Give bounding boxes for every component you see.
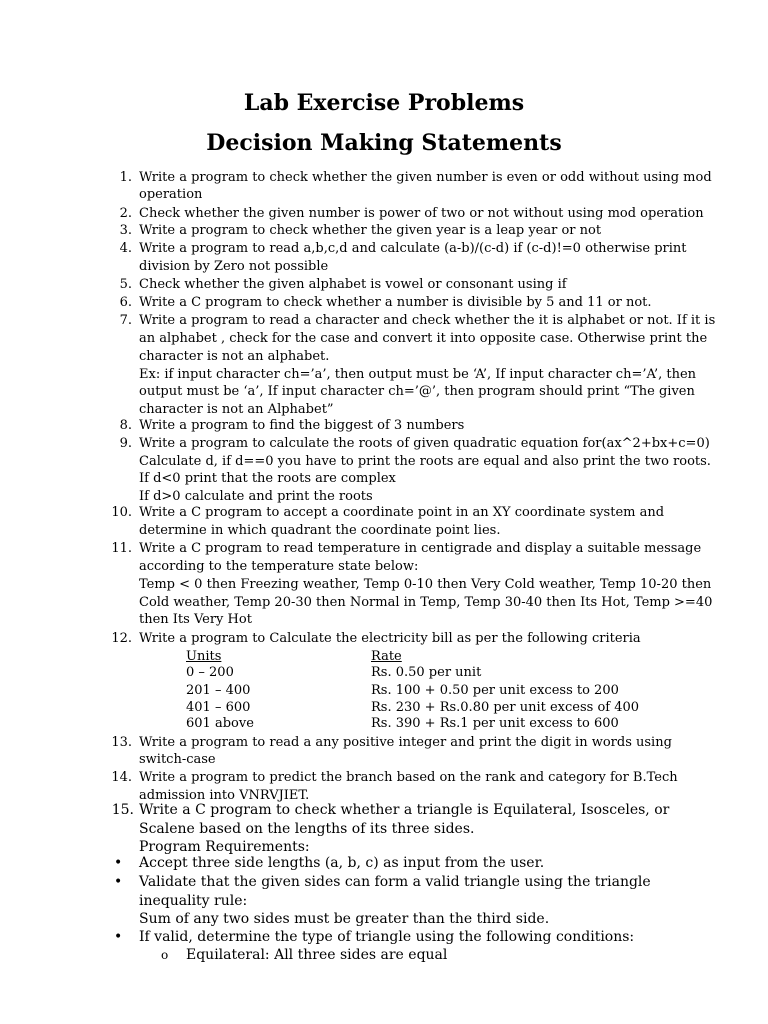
- item-text: operation: [139, 187, 203, 202]
- item-text: Write a program to check whether the given year is a leap year or not: [139, 223, 602, 238]
- item-text: Cold weather, Temp 20-30 then Normal in Temp, Temp 30-40 then Its Hot, Temp >=40: [139, 595, 713, 610]
- item-number: 10.: [111, 505, 132, 520]
- bullet-icon: •: [114, 855, 123, 871]
- bill-table-rate-cell: Rs. 390 + Rs.1 per unit excess to 600: [371, 716, 619, 731]
- requirement-text: Accept three side lengths (a, b, c) as input from the user.: [139, 855, 545, 871]
- item-number: 1.: [119, 170, 132, 185]
- page-subtitle: Decision Making Statements: [206, 130, 562, 156]
- item-number: 9.: [119, 436, 132, 451]
- bill-table-units-cell: 401 – 600: [186, 700, 251, 715]
- circle-bullet-icon: o: [161, 948, 169, 962]
- item-number: 2.: [119, 206, 132, 221]
- requirement-text: Sum of any two sides must be greater than the third side.: [139, 911, 550, 927]
- bill-table-rate-cell: Rs. 0.50 per unit: [371, 665, 482, 680]
- item-text: Write a program to read a character and check whether the it is alphabet or not. If it is: [139, 313, 716, 328]
- item-text: Write a program to check whether the given number is even or odd without using mod: [139, 170, 712, 185]
- item-text: Temp < 0 then Freezing weather, Temp 0-10 then Very Cold weather, Temp 10-20 then: [139, 577, 712, 592]
- item-text: output must be ‘a’, If input character ch=’@’, then program should print “The given: [139, 384, 695, 399]
- item-text: division by Zero not possible: [139, 259, 329, 274]
- item-text: then Its Very Hot: [139, 612, 252, 627]
- item-number: 3.: [119, 223, 132, 238]
- item-number: 15.: [111, 802, 134, 818]
- item-number: 4.: [119, 241, 132, 256]
- bill-table-rate-cell: Rs. 230 + Rs.0.80 per unit excess of 400: [371, 700, 640, 715]
- item-text: Program Requirements:: [139, 839, 310, 855]
- item-text: If d<0 print that the roots are complex: [139, 471, 396, 486]
- bill-table-rate-cell: Rs. 100 + 0.50 per unit excess to 200: [371, 683, 619, 698]
- item-text: an alphabet , check for the case and convert it into opposite case. Otherwise print the: [139, 331, 708, 346]
- requirement-text: Validate that the given sides can form a valid triangle using the triangle: [139, 874, 651, 890]
- item-text: Write a C program to check whether a triangle is Equilateral, Isosceles, or: [139, 802, 670, 818]
- bullet-icon: •: [114, 929, 123, 945]
- item-text: Check whether the given alphabet is vowel or consonant using if: [139, 277, 567, 292]
- requirement-text: If valid, determine the type of triangle using the following conditions:: [139, 929, 635, 945]
- bill-table-units-cell: 601 above: [186, 716, 254, 731]
- item-text: Write a program to Calculate the electricity bill as per the following criteria: [139, 631, 641, 646]
- item-number: 8.: [119, 418, 132, 433]
- item-text: Ex: if input character ch=’a’, then output must be ‘A’, If input character ch=’A’, then: [139, 367, 697, 382]
- item-text: Write a C program to accept a coordinate point in an XY coordinate system and: [139, 505, 665, 520]
- bullet-icon: •: [114, 874, 123, 890]
- requirement-text: inequality rule:: [139, 893, 248, 909]
- item-text: admission into VNRVJIET.: [139, 788, 310, 803]
- item-number: 12.: [111, 631, 132, 646]
- item-text: Calculate d, if d==0 you have to print the roots are equal and also print the two roots.: [139, 454, 711, 469]
- item-number: 5.: [119, 277, 132, 292]
- item-text: character is not an Alphabet”: [139, 402, 334, 417]
- item-text: Write a C program to check whether a number is divisible by 5 and 11 or not.: [139, 295, 652, 310]
- sub-requirement-text: Equilateral: All three sides are equal: [186, 947, 448, 963]
- item-number: 13.: [111, 735, 132, 750]
- page-title: Lab Exercise Problems: [243, 90, 525, 116]
- bill-table-units-cell: 201 – 400: [186, 683, 251, 698]
- item-text: according to the temperature state below:: [139, 559, 419, 574]
- item-number: 14.: [111, 770, 132, 785]
- item-text: Write a program to predict the branch based on the rank and category for B.Tech: [139, 770, 678, 785]
- item-text: character is not an alphabet.: [139, 349, 330, 364]
- item-number: 11.: [111, 541, 132, 556]
- item-text: If d>0 calculate and print the roots: [139, 489, 373, 504]
- bill-table-header-rate: Rate: [371, 649, 402, 664]
- item-text: Write a program to calculate the roots of given quadratic equation for(ax^2+bx+c=0): [139, 436, 710, 451]
- item-text: Write a program to read a,b,c,d and calculate (a-b)/(c-d) if (c-d)!=0 otherwise print: [139, 241, 687, 256]
- item-number: 7.: [119, 313, 132, 328]
- item-text: Check whether the given number is power of two or not without using mod operation: [139, 206, 704, 221]
- item-text: Write a program to find the biggest of 3 numbers: [139, 418, 465, 433]
- item-number: 6.: [119, 295, 132, 310]
- bill-table-units-cell: 0 – 200: [186, 665, 234, 680]
- item-text: switch-case: [139, 752, 216, 767]
- item-text: Write a program to read a any positive integer and print the digit in words using: [139, 735, 672, 750]
- bill-table-header-units: Units: [186, 649, 222, 664]
- item-text: Write a C program to read temperature in centigrade and display a suitable message: [139, 541, 702, 556]
- item-text: determine in which quadrant the coordinate point lies.: [139, 523, 501, 538]
- item-text: Scalene based on the lengths of its three sides.: [139, 821, 475, 837]
